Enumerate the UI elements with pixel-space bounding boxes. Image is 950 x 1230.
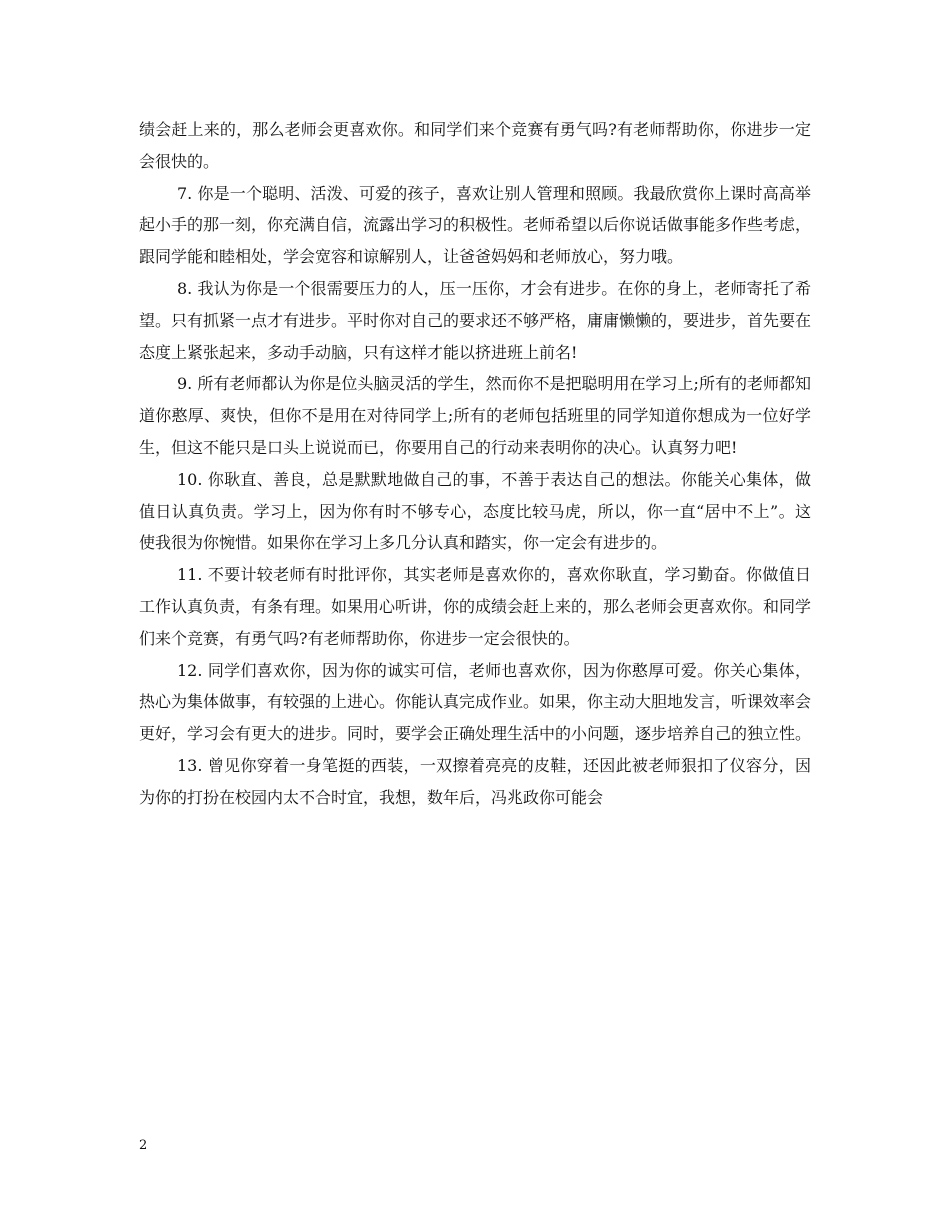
paragraph-item-11: 11. 不要计较老师有时批评你，其实老师是喜欢你的，喜欢你耿直，学习勤奋。你做值日工作认真负责，有条有理。如果用心听讲，你的成绩会赶上来的，那么老师会更喜欢你。和同学们来个竞赛，有勇气吗?有老师帮助你，你进步一定会很快的。 xyxy=(139,565,812,648)
paragraph-continuation: 绩会赶上来的，那么老师会更喜欢你。和同学们来个竞赛有勇气吗?有老师帮助你，你进步一定会很快的。 xyxy=(139,120,811,171)
paragraph-item-10: 10. 你耿直、善良，总是默默地做自己的事，不善于表达自己的想法。你能关心集体，做值日认真负责。学习上，因为你有时不够专心，态度比较马虎，所以，你一直“居中不上”。这使我很为你惋惜。如果你在学习上多几分认真和踏实，你一定会有进步的。 xyxy=(139,469,811,553)
paragraph-item-12: 12. 同学们喜欢你，因为你的诚实可信，老师也喜欢你，因为你憨厚可爱。你关心集体，热心为集体做事，有较强的上进心。你能认真完成作业。如果，你主动大胆地发言，听课效率会更好，学习会有更大的进步。同时，要学会正确处理生活中的小问题，逐步培养自己的独立性。 xyxy=(139,660,812,744)
paragraph-item-13: 13. 曾见你穿着一身笔挺的西装，一双擦着亮亮的皮鞋，还因此被老师狠扣了仪容分，因为你的打扮在校园内太不合时宜，我想，数年后，冯兆政你可能会 xyxy=(139,755,811,807)
page-number: 2 xyxy=(139,1138,148,1153)
body-text xyxy=(139,114,811,814)
paragraph-item-8: 8. 我认为你是一个很需要压力的人，压一压你，才会有进步。在你的身上，老师寄托了希望。只有抓紧一点才有进步。平时你对自己的要求还不够严格，庸庸懒懒的，要进步，首先要在态度上紧张起来，多动手动脑，只有这样才能以挤进班上前名! xyxy=(139,278,812,362)
paragraph-item-9: 9. 所有老师都认为你是位头脑灵活的学生，然而你不是把聪明用在学习上;所有的老师都知道你憨厚、爽快，但你不是用在对待同学上;所有的老师包括班里的同学知道你想成为一位好学生，但这不能只是口头上说说而已，你要用自己的行动来表明你的决心。认真努力吧! xyxy=(139,374,811,457)
paragraph-item-7: 7. 你是一个聪明、活泼、可爱的孩子，喜欢让别人管理和照顾。我最欣赏你上课时高高举起小手的那一刻，你充满自信，流露出学习的积极性。老师希望以后你说话做事能多作些考虑，跟同学能和睦相处，学会宽容和谅解别人，让爸爸妈妈和老师放心，努力哦。 xyxy=(139,183,812,267)
